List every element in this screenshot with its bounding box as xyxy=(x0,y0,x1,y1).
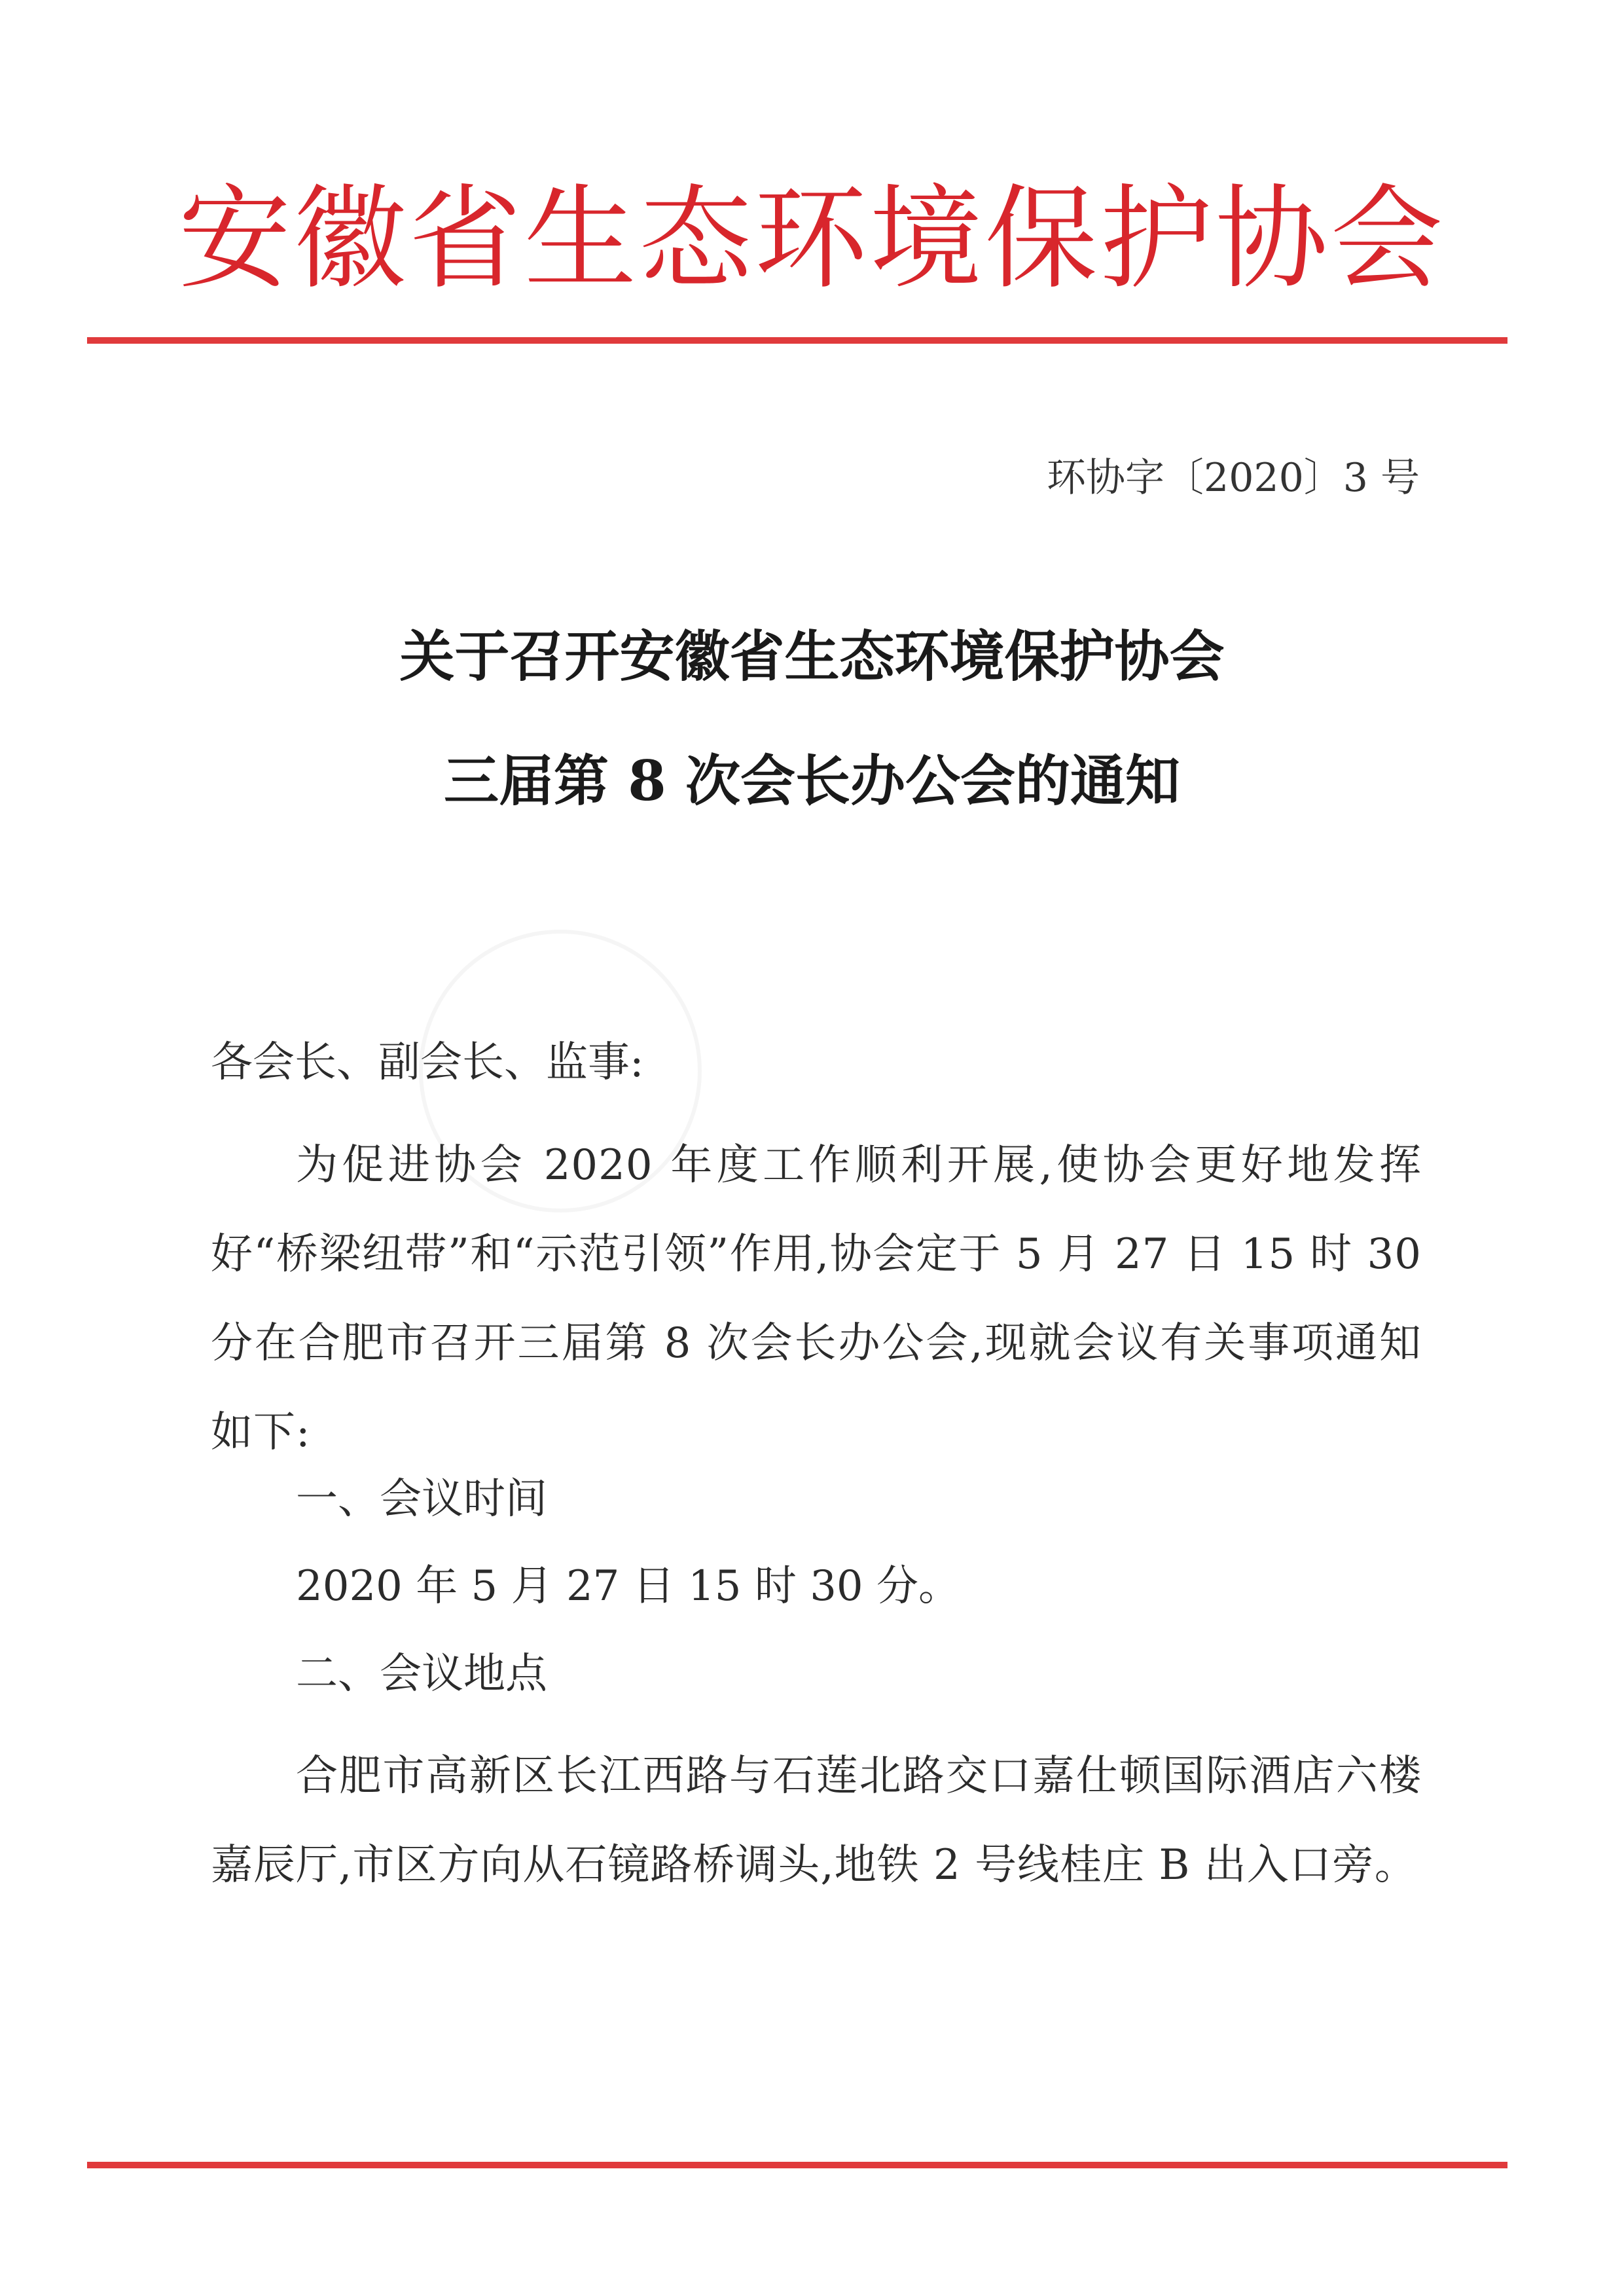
organization-letterhead: 安徽省生态环境保护协会 xyxy=(178,173,1446,304)
intro-paragraph: 为促进协会 2020 年度工作顺利开展,使协会更好地发挥好“桥梁纽带”和“示范引领”作用,协会定于 5 月 27 日 15 时 30 分在合肥市召开三届第 8 次会长办公会,现就会议有关事项通知如下: xyxy=(211,1141,1422,1457)
salutation: 各会长、副会长、监事: xyxy=(211,1038,644,1087)
meeting-time: 2020 年 5 月 27 日 15 时 30 分。 xyxy=(296,1562,960,1611)
letterhead-divider xyxy=(87,337,1507,344)
notice-title-line-1: 关于召开安徽省生态环境保护协会 xyxy=(399,624,1225,689)
section-heading-time: 一、会议时间 xyxy=(296,1475,547,1523)
document-number: 环协字〔2020〕3 号 xyxy=(1047,455,1420,501)
footer-divider xyxy=(87,2162,1507,2168)
notice-title-line-2: 三届第 8 次会长办公会的通知 xyxy=(444,748,1180,813)
section-heading-location: 二、会议地点 xyxy=(296,1650,547,1698)
meeting-location: 合肥市高新区长江西路与石莲北路交口嘉仕顿国际酒店六楼嘉辰厅,市区方向从石镜路桥调头,地铁 2 号线桂庄 B 出入口旁。 xyxy=(211,1752,1422,1889)
